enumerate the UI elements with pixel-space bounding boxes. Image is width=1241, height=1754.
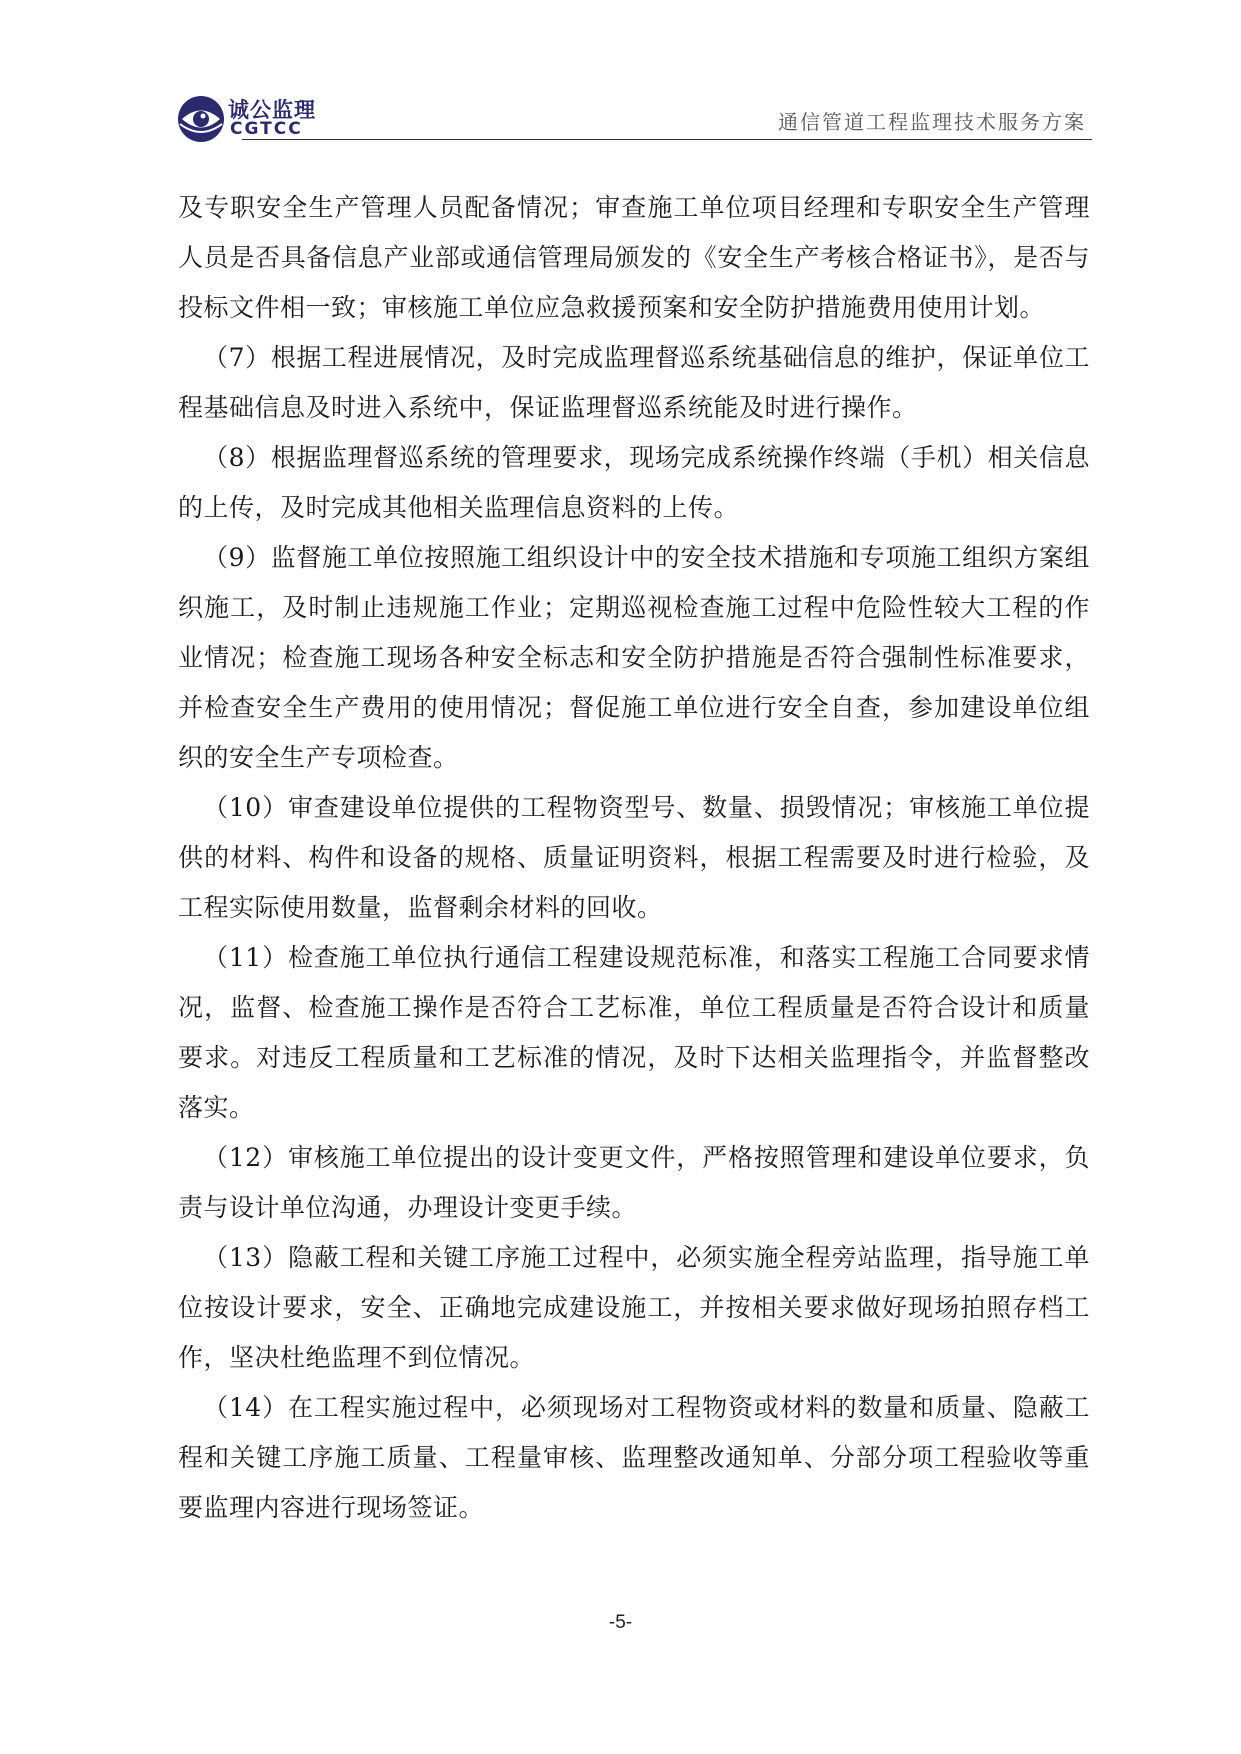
paragraph-item-14: （14）在工程实施过程中，必须现场对工程物资或材料的数量和质量、隐蔽工程和关键工序施工质量、工程量审核、监理整改通知单、分部分项工程验收等重要监理内容进行现场签证。: [178, 1393, 1090, 1522]
paragraph-item-7: （7）根据工程进展情况，及时完成监理督巡系统基础信息的维护，保证单位工程基础信息及时进入系统中，保证监理督巡系统能及时进行操作。: [178, 343, 1090, 422]
paragraph-item-10: （10）审查建设单位提供的工程物资型号、数量、损毁情况；审核施工单位提供的材料、构件和设备的规格、质量证明资料，根据工程需要及时进行检验，及工程实际使用数量，监督剩余材料的回收。: [178, 793, 1090, 922]
document-title: 通信管道工程监理技术服务方案: [778, 110, 1086, 134]
paragraph-item-8: （8）根据监理督巡系统的管理要求，现场完成系统操作终端（手机）相关信息的上传，及时完成其他相关监理信息资料的上传。: [178, 443, 1090, 522]
document-body: [178, 183, 1090, 1533]
logo-chinese-name: 诚公监理: [228, 98, 316, 122]
paragraph-item-11: （11）检查施工单位执行通信工程建设规范标准，和落实工程施工合同要求情况，监督、检查施工操作是否符合工艺标准，单位工程质量是否符合设计和质量要求。对违反工程质量和工艺标准的情况，及时下达相关监理指令，并监督整改落实。: [178, 943, 1090, 1122]
page-number: -5-: [608, 1612, 633, 1633]
logo-english-name: CGTCC: [230, 119, 303, 139]
company-logo: [172, 92, 332, 144]
paragraph-item-9: （9）监督施工单位按照施工组织设计中的安全技术措施和专项施工组织方案组织施工，及时制止违规施工作业；定期巡视检查施工过程中危险性较大工程的作业情况；检查施工现场各种安全标志和安全防护措施是否符合强制性标准要求，并检查安全生产费用的使用情况；督促施工单位进行安全自查，参加建设单位组织的安全生产专项检查。: [178, 543, 1090, 772]
page-header: [172, 92, 1092, 142]
paragraph-item-12: （12）审核施工单位提出的设计变更文件，严格按照管理和建设单位要求，负责与设计单位沟通，办理设计变更手续。: [178, 1143, 1090, 1222]
paragraph-item-13: （13）隐蔽工程和关键工序施工过程中，必须实施全程旁站监理，指导施工单位按设计要求，安全、正确地完成建设施工，并按相关要求做好现场拍照存档工作，坚决杜绝监理不到位情况。: [178, 1243, 1090, 1372]
header-divider: [242, 139, 1092, 140]
eye-logo-icon: [176, 94, 226, 144]
paragraph-continued: 及专职安全生产管理人员配备情况；审查施工单位项目经理和专职安全生产管理人员是否具备信息产业部或通信管理局颁发的《安全生产考核合格证书》，是否与投标文件相一致；审核施工单位应急救援预案和安全防护措施费用使用计划。: [178, 193, 1090, 322]
